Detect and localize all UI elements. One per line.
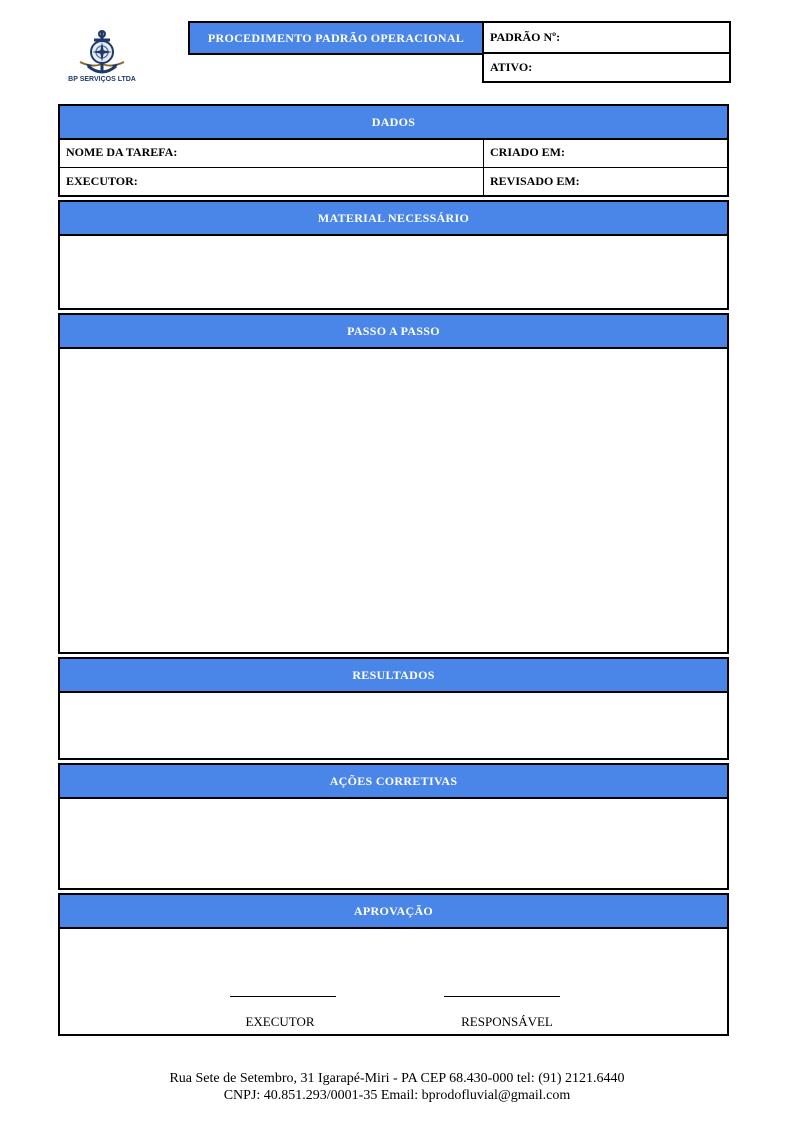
company-name: BP SERVIÇOS LTDA (68, 76, 136, 83)
document-title: PROCEDIMENTO PADRÃO OPERACIONAL (188, 21, 484, 55)
executor-signature-label: EXECUTOR (245, 1014, 315, 1029)
material-section (58, 200, 729, 310)
standard-number-field[interactable]: PADRÃO Nº: (482, 21, 731, 54)
dados-header: DADOS (60, 106, 727, 140)
corrective-actions-header: AÇÕES CORRETIVAS (60, 765, 727, 799)
anchor-compass-icon (52, 28, 152, 76)
corrective-actions-section (58, 763, 729, 890)
executor-signature-line[interactable] (230, 996, 336, 997)
revised-date-field[interactable]: REVISADO EM: (490, 174, 580, 188)
corrective-actions-content-area[interactable] (60, 799, 727, 888)
responsible-signature-line[interactable] (444, 996, 560, 997)
footer-cnpj-email: CNPJ: 40.851.293/0001-35 Email: bprodofluvial@gmail.com (223, 1088, 571, 1103)
steps-content-area[interactable] (60, 349, 727, 652)
company-logo (52, 28, 152, 88)
footer-address: Rua Sete de Setembro, 31 Igarapé-Miri - PA CEP 68.430-000 tel: (91) 2121.6440 (169, 1071, 625, 1086)
material-header: MATERIAL NECESSÁRIO (60, 202, 727, 236)
steps-section (58, 313, 729, 654)
steps-header: PASSO A PASSO (60, 315, 727, 349)
results-section (58, 657, 729, 760)
approval-section (58, 893, 729, 1036)
results-content-area[interactable] (60, 693, 727, 758)
active-field[interactable]: ATIVO: (482, 52, 731, 83)
material-content-area[interactable] (60, 236, 727, 308)
task-name-field[interactable]: NOME DA TAREFA: (60, 138, 484, 168)
results-header: RESULTADOS (60, 659, 727, 693)
created-date-field[interactable]: CRIADO EM: (484, 138, 727, 168)
executor-field[interactable]: EXECUTOR: (60, 168, 484, 195)
dados-section (58, 104, 729, 197)
responsible-signature-label: RESPONSÁVEL (461, 1014, 553, 1029)
approval-header: APROVAÇÃO (60, 895, 727, 929)
